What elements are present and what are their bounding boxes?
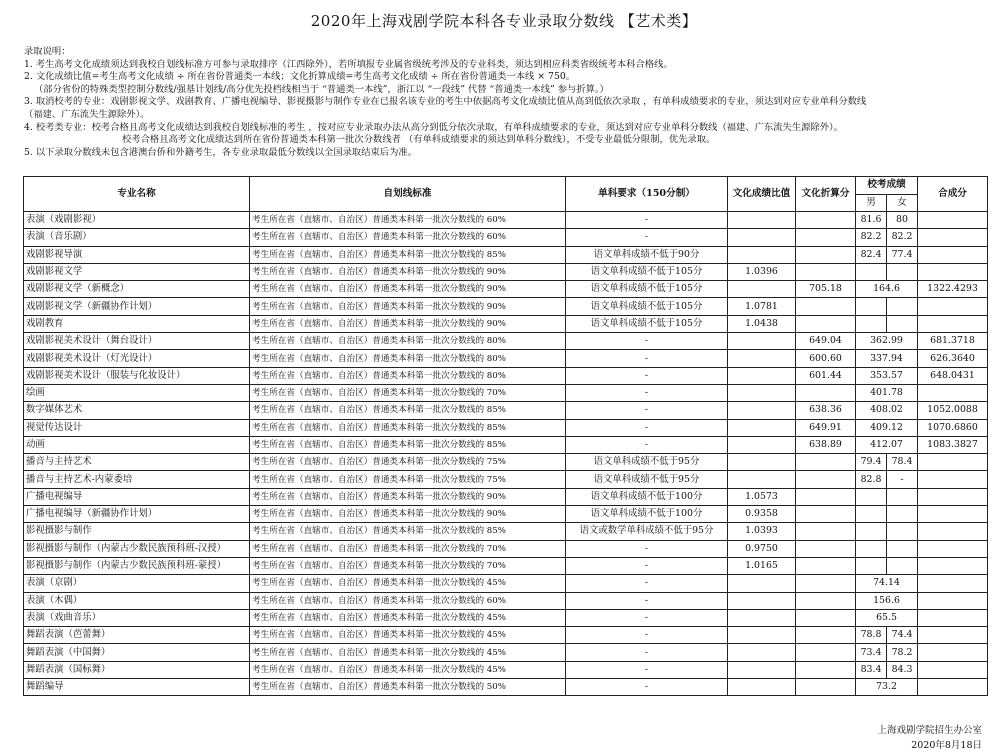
converted-score-cell: [796, 592, 856, 609]
ratio-cell: [728, 333, 796, 350]
standard-cell: 考生所在省（直辖市、自治区）普通类本科第一批次分数线的 80%: [250, 333, 566, 350]
note-line: 校考合格且高考文化成绩达到所在省份普通类本科第一批次分数线者 （有单科成绩要求的须达到单科分数线），不受专业最低分限制，优先录取。: [122, 134, 716, 146]
major-name-cell: 戏剧影视文学: [24, 263, 250, 280]
note-line: 2. 文化成绩比值=考生高考文化成绩 ÷ 所在省份普通类一本线；文化折算成绩=考生高考文化成绩 ÷ 所在省份普通类一本线 × 750。: [24, 71, 576, 83]
table-row: [24, 281, 988, 298]
total-score-cell: [918, 454, 988, 471]
exam-female-cell: -: [887, 471, 918, 488]
single-subject-cell: 语文单科成绩不低于100分: [566, 506, 728, 523]
footer-office: 上海戏剧学院招生办公室: [877, 725, 982, 736]
note-line: （部分省份的特殊类型控制分数线/强基计划线/高分优先投档线相当于 “普通类一本线”，浙江以 “一段线” 代替 “普通类一本线” 参与折算。）: [34, 83, 609, 95]
converted-score-cell: [796, 627, 856, 644]
total-score-cell: [918, 540, 988, 557]
ratio-cell: 1.0781: [728, 298, 796, 315]
converted-score-cell: [796, 384, 856, 401]
ratio-cell: [728, 575, 796, 592]
total-score-cell: 1083.3827: [918, 436, 988, 453]
major-name-cell: 戏剧影视美术设计（服装与化妆设计）: [24, 367, 250, 384]
exam-female-cell: 80: [887, 212, 918, 229]
exam-female-cell: [887, 540, 918, 557]
standard-cell: 考生所在省（直辖市、自治区）普通类本科第一批次分数线的 85%: [250, 402, 566, 419]
converted-score-cell: [796, 575, 856, 592]
table-row: [24, 661, 988, 678]
header-exam-score: 校考成绩: [856, 177, 918, 195]
ratio-cell: [728, 644, 796, 661]
converted-score-cell: 601.44: [796, 367, 856, 384]
converted-score-cell: [796, 540, 856, 557]
table-row: [24, 419, 988, 436]
admission-notes: [24, 46, 994, 159]
table-row: [24, 402, 988, 419]
single-subject-cell: 语文单科成绩不低于95分: [566, 454, 728, 471]
standard-cell: 考生所在省（直辖市、自治区）普通类本科第一批次分数线的 80%: [250, 367, 566, 384]
standard-cell: 考生所在省（直辖市、自治区）普通类本科第一批次分数线的 60%: [250, 212, 566, 229]
single-subject-cell: 语文单科成绩不低于90分: [566, 246, 728, 263]
total-score-cell: [918, 488, 988, 505]
converted-score-cell: [796, 557, 856, 574]
single-subject-cell: -: [566, 627, 728, 644]
standard-cell: 考生所在省（直辖市、自治区）普通类本科第一批次分数线的 90%: [250, 263, 566, 280]
major-name-cell: 影视摄影与制作（内蒙古少数民族预科班-蒙授）: [24, 557, 250, 574]
exam-male-cell: 82.8: [856, 471, 887, 488]
major-name-cell: 表演（戏曲音乐）: [24, 609, 250, 626]
converted-score-cell: [796, 298, 856, 315]
converted-score-cell: 600.60: [796, 350, 856, 367]
note-line: 3. 取消校考的专业：戏剧影视文学、戏剧教育、广播电视编导、影视摄影与制作专业在已报名该专业的考生中依据高考文化成绩比值从高到低依次录取 ，有单科成绩要求的专业，须达到对应专业单科分数线: [24, 96, 867, 108]
ratio-cell: [728, 627, 796, 644]
major-name-cell: 视觉传达设计: [24, 419, 250, 436]
total-score-cell: [918, 661, 988, 678]
table-row: [24, 212, 988, 229]
major-name-cell: 舞蹈表演（中国舞）: [24, 644, 250, 661]
major-name-cell: 戏剧影视美术设计（舞台设计）: [24, 333, 250, 350]
exam-score-cell: 164.6: [856, 281, 918, 298]
exam-score-cell: 337.94: [856, 350, 918, 367]
exam-male-cell: 73.4: [856, 644, 887, 661]
ratio-cell: 1.0396: [728, 263, 796, 280]
table-row: [24, 506, 988, 523]
exam-female-cell: 78.2: [887, 644, 918, 661]
table-row: [24, 540, 988, 557]
table-row: [24, 315, 988, 332]
exam-male-cell: [856, 540, 887, 557]
converted-score-cell: 649.91: [796, 419, 856, 436]
table-row: [24, 246, 988, 263]
single-subject-cell: 语文单科成绩不低于100分: [566, 488, 728, 505]
exam-female-cell: 84.3: [887, 661, 918, 678]
page-title: 2020年上海戏剧学院本科各专业录取分数线 【艺术类】: [310, 12, 698, 30]
total-score-cell: [918, 523, 988, 540]
exam-male-cell: [856, 488, 887, 505]
ratio-cell: [728, 229, 796, 246]
converted-score-cell: [796, 229, 856, 246]
table-row: [24, 609, 988, 626]
exam-score-cell: 362.99: [856, 333, 918, 350]
table-row: [24, 557, 988, 574]
ratio-cell: [728, 436, 796, 453]
standard-cell: 考生所在省（直辖市、自治区）普通类本科第一批次分数线的 85%: [250, 436, 566, 453]
ratio-cell: [728, 350, 796, 367]
total-score-cell: 626.3640: [918, 350, 988, 367]
standard-cell: 考生所在省（直辖市、自治区）普通类本科第一批次分数线的 80%: [250, 350, 566, 367]
exam-female-cell: 82.2: [887, 229, 918, 246]
single-subject-cell: -: [566, 644, 728, 661]
note-line: 4. 校考类专业：校考合格且高考文化成绩达到我校自划线标准的考生 ，按对应专业录取办法从高分到低分依次录取，有单科成绩要求的专业，须达到对应专业单科分数线（福建、广东流失生源除外）。: [24, 121, 843, 133]
standard-cell: 考生所在省（直辖市、自治区）普通类本科第一批次分数线的 70%: [250, 557, 566, 574]
header-male: 男: [856, 194, 887, 212]
standard-cell: 考生所在省（直辖市、自治区）普通类本科第一批次分数线的 45%: [250, 627, 566, 644]
header-total: 合成分: [918, 177, 988, 212]
exam-male-cell: 82.4: [856, 246, 887, 263]
major-name-cell: 戏剧影视文学（新概念）: [24, 281, 250, 298]
ratio-cell: [728, 592, 796, 609]
exam-female-cell: 77.4: [887, 246, 918, 263]
total-score-cell: [918, 384, 988, 401]
table-row: [24, 333, 988, 350]
table-row: [24, 436, 988, 453]
single-subject-cell: -: [566, 384, 728, 401]
standard-cell: 考生所在省（直辖市、自治区）普通类本科第一批次分数线的 90%: [250, 281, 566, 298]
table-row: [24, 644, 988, 661]
converted-score-cell: [796, 523, 856, 540]
converted-score-cell: 705.18: [796, 281, 856, 298]
exam-male-cell: 79.4: [856, 454, 887, 471]
exam-male-cell: [856, 506, 887, 523]
table-row: [24, 263, 988, 280]
exam-male-cell: [856, 263, 887, 280]
total-score-cell: [918, 471, 988, 488]
ratio-cell: [728, 661, 796, 678]
exam-female-cell: [887, 315, 918, 332]
total-score-cell: [918, 229, 988, 246]
converted-score-cell: [796, 454, 856, 471]
standard-cell: 考生所在省（直辖市、自治区）普通类本科第一批次分数线的 75%: [250, 454, 566, 471]
ratio-cell: 1.0165: [728, 557, 796, 574]
major-name-cell: 播音与主持艺术-内蒙委培: [24, 471, 250, 488]
single-subject-cell: -: [566, 679, 728, 696]
exam-score-cell: 353.57: [856, 367, 918, 384]
exam-score-cell: 408.02: [856, 402, 918, 419]
ratio-cell: 0.9750: [728, 540, 796, 557]
table-row: [24, 627, 988, 644]
standard-cell: 考生所在省（直辖市、自治区）普通类本科第一批次分数线的 90%: [250, 298, 566, 315]
exam-female-cell: [887, 506, 918, 523]
total-score-cell: [918, 315, 988, 332]
total-score-cell: [918, 592, 988, 609]
major-name-cell: 广播电视编导（新疆协作计划）: [24, 506, 250, 523]
exam-score-cell: 401.78: [856, 384, 918, 401]
major-name-cell: 戏剧教育: [24, 315, 250, 332]
standard-cell: 考生所在省（直辖市、自治区）普通类本科第一批次分数线的 45%: [250, 661, 566, 678]
table-row: [24, 592, 988, 609]
standard-cell: 考生所在省（直辖市、自治区）普通类本科第一批次分数线的 50%: [250, 679, 566, 696]
standard-cell: 考生所在省（直辖市、自治区）普通类本科第一批次分数线的 75%: [250, 471, 566, 488]
single-subject-cell: -: [566, 212, 728, 229]
standard-cell: 考生所在省（直辖市、自治区）普通类本科第一批次分数线的 45%: [250, 609, 566, 626]
single-subject-cell: -: [566, 419, 728, 436]
ratio-cell: [728, 679, 796, 696]
exam-female-cell: 78.4: [887, 454, 918, 471]
exam-score-cell: 74.14: [856, 575, 918, 592]
total-score-cell: [918, 263, 988, 280]
standard-cell: 考生所在省（直辖市、自治区）普通类本科第一批次分数线的 70%: [250, 384, 566, 401]
total-score-cell: [918, 679, 988, 696]
total-score-cell: 1052.0088: [918, 402, 988, 419]
exam-female-cell: [887, 298, 918, 315]
footer-date: 2020年8月18日: [911, 740, 982, 751]
standard-cell: 考生所在省（直辖市、自治区）普通类本科第一批次分数线的 70%: [250, 540, 566, 557]
exam-male-cell: 78.8: [856, 627, 887, 644]
exam-female-cell: 74.4: [887, 627, 918, 644]
converted-score-cell: [796, 644, 856, 661]
table-body: [24, 212, 988, 696]
exam-male-cell: 81.6: [856, 212, 887, 229]
standard-cell: 考生所在省（直辖市、自治区）普通类本科第一批次分数线的 45%: [250, 644, 566, 661]
converted-score-cell: 638.36: [796, 402, 856, 419]
ratio-cell: [728, 367, 796, 384]
major-name-cell: 动画: [24, 436, 250, 453]
exam-male-cell: [856, 523, 887, 540]
single-subject-cell: 语文单科成绩不低于105分: [566, 281, 728, 298]
standard-cell: 考生所在省（直辖市、自治区）普通类本科第一批次分数线的 90%: [250, 506, 566, 523]
total-score-cell: 1322.4293: [918, 281, 988, 298]
single-subject-cell: -: [566, 367, 728, 384]
standard-cell: 考生所在省（直辖市、自治区）普通类本科第一批次分数线的 85%: [250, 523, 566, 540]
single-subject-cell: -: [566, 402, 728, 419]
single-subject-cell: -: [566, 609, 728, 626]
standard-cell: 考生所在省（直辖市、自治区）普通类本科第一批次分数线的 90%: [250, 315, 566, 332]
converted-score-cell: [796, 609, 856, 626]
major-name-cell: 表演（音乐剧）: [24, 229, 250, 246]
note-line: 1. 考生高考文化成绩须达到我校自划线标准方可参与录取排序（江西除外），若所填报专业属省级统考涉及的专业科类，须达到相应科类省级统考本科合格线。: [24, 58, 673, 70]
ratio-cell: [728, 281, 796, 298]
exam-score-cell: 156.6: [856, 592, 918, 609]
header-single-subject: 单科要求（150分制）: [566, 177, 728, 212]
ratio-cell: 0.9358: [728, 506, 796, 523]
single-subject-cell: -: [566, 575, 728, 592]
exam-male-cell: 82.2: [856, 229, 887, 246]
table-row: [24, 298, 988, 315]
exam-score-cell: 412.07: [856, 436, 918, 453]
ratio-cell: [728, 471, 796, 488]
exam-score-cell: 409.12: [856, 419, 918, 436]
ratio-cell: 1.0393: [728, 523, 796, 540]
major-name-cell: 舞蹈编导: [24, 679, 250, 696]
note-line: 5. 以下录取分数线未包含港澳台侨和外籍考生，各专业录取最低分数线以全国录取结束后为准。: [24, 146, 417, 158]
major-name-cell: 舞蹈表演（芭蕾舞）: [24, 627, 250, 644]
total-score-cell: [918, 627, 988, 644]
single-subject-cell: 语文或数学单科成绩不低于95分: [566, 523, 728, 540]
converted-score-cell: [796, 212, 856, 229]
converted-score-cell: 649.04: [796, 333, 856, 350]
single-subject-cell: -: [566, 661, 728, 678]
ratio-cell: 1.0438: [728, 315, 796, 332]
table-row: [24, 229, 988, 246]
table-row: [24, 488, 988, 505]
ratio-cell: 1.0573: [728, 488, 796, 505]
ratio-cell: [728, 212, 796, 229]
major-name-cell: 播音与主持艺术: [24, 454, 250, 471]
exam-female-cell: [887, 557, 918, 574]
standard-cell: 考生所在省（直辖市、自治区）普通类本科第一批次分数线的 45%: [250, 575, 566, 592]
converted-score-cell: [796, 488, 856, 505]
total-score-cell: 1070.6860: [918, 419, 988, 436]
major-name-cell: 表演（木偶）: [24, 592, 250, 609]
table-row: [24, 454, 988, 471]
standard-cell: 考生所在省（直辖市、自治区）普通类本科第一批次分数线的 85%: [250, 419, 566, 436]
converted-score-cell: [796, 661, 856, 678]
table-row: [24, 523, 988, 540]
total-score-cell: [918, 212, 988, 229]
total-score-cell: [918, 644, 988, 661]
total-score-cell: [918, 609, 988, 626]
major-name-cell: 戏剧影视文学（新疆协作计划）: [24, 298, 250, 315]
ratio-cell: [728, 419, 796, 436]
cutoff-score-table: [23, 176, 988, 696]
table-row: [24, 367, 988, 384]
table-row: [24, 384, 988, 401]
exam-male-cell: 83.4: [856, 661, 887, 678]
exam-female-cell: [887, 263, 918, 280]
major-name-cell: 戏剧影视导演: [24, 246, 250, 263]
table-row: [24, 575, 988, 592]
major-name-cell: 影视摄影与制作: [24, 523, 250, 540]
single-subject-cell: -: [566, 333, 728, 350]
major-name-cell: 绘画: [24, 384, 250, 401]
header-female: 女: [887, 194, 918, 212]
single-subject-cell: -: [566, 350, 728, 367]
single-subject-cell: 语文单科成绩不低于105分: [566, 263, 728, 280]
total-score-cell: 681.3718: [918, 333, 988, 350]
total-score-cell: [918, 557, 988, 574]
exam-score-cell: 73.2: [856, 679, 918, 696]
exam-male-cell: [856, 298, 887, 315]
total-score-cell: [918, 246, 988, 263]
note-line: （福建、广东流失生源除外）。: [24, 108, 150, 120]
major-name-cell: 影视摄影与制作（内蒙古少数民族预科班-汉授）: [24, 540, 250, 557]
table-row: [24, 679, 988, 696]
standard-cell: 考生所在省（直辖市、自治区）普通类本科第一批次分数线的 85%: [250, 246, 566, 263]
exam-score-cell: 65.5: [856, 609, 918, 626]
converted-score-cell: [796, 679, 856, 696]
ratio-cell: [728, 384, 796, 401]
single-subject-cell: 语文单科成绩不低于95分: [566, 471, 728, 488]
standard-cell: 考生所在省（直辖市、自治区）普通类本科第一批次分数线的 60%: [250, 229, 566, 246]
header-major: 专业名称: [24, 177, 250, 212]
header-standard: 自划线标准: [250, 177, 566, 212]
exam-female-cell: [887, 523, 918, 540]
exam-male-cell: [856, 315, 887, 332]
ratio-cell: [728, 454, 796, 471]
converted-score-cell: [796, 506, 856, 523]
major-name-cell: 广播电视编导: [24, 488, 250, 505]
converted-score-cell: [796, 315, 856, 332]
exam-female-cell: [887, 488, 918, 505]
major-name-cell: 表演（戏剧影视）: [24, 212, 250, 229]
standard-cell: 考生所在省（直辖市、自治区）普通类本科第一批次分数线的 60%: [250, 592, 566, 609]
single-subject-cell: 语文单科成绩不低于105分: [566, 298, 728, 315]
single-subject-cell: -: [566, 229, 728, 246]
total-score-cell: [918, 298, 988, 315]
table-row: [24, 350, 988, 367]
converted-score-cell: [796, 471, 856, 488]
major-name-cell: 舞蹈表演（国标舞）: [24, 661, 250, 678]
total-score-cell: [918, 575, 988, 592]
single-subject-cell: -: [566, 592, 728, 609]
header-ratio: 文化成绩比值: [728, 177, 796, 212]
standard-cell: 考生所在省（直辖市、自治区）普通类本科第一批次分数线的 90%: [250, 488, 566, 505]
total-score-cell: 648.0431: [918, 367, 988, 384]
ratio-cell: [728, 609, 796, 626]
major-name-cell: 戏剧影视美术设计（灯光设计）: [24, 350, 250, 367]
major-name-cell: 表演（京剧）: [24, 575, 250, 592]
converted-score-cell: [796, 246, 856, 263]
note-line: 录取说明：: [24, 46, 71, 57]
single-subject-cell: -: [566, 540, 728, 557]
header-converted: 文化折算分: [796, 177, 856, 212]
ratio-cell: [728, 402, 796, 419]
converted-score-cell: [796, 263, 856, 280]
ratio-cell: [728, 246, 796, 263]
major-name-cell: 数字媒体艺术: [24, 402, 250, 419]
table-row: [24, 471, 988, 488]
converted-score-cell: 638.89: [796, 436, 856, 453]
single-subject-cell: -: [566, 557, 728, 574]
single-subject-cell: 语文单科成绩不低于105分: [566, 315, 728, 332]
single-subject-cell: -: [566, 436, 728, 453]
exam-male-cell: [856, 557, 887, 574]
total-score-cell: [918, 506, 988, 523]
